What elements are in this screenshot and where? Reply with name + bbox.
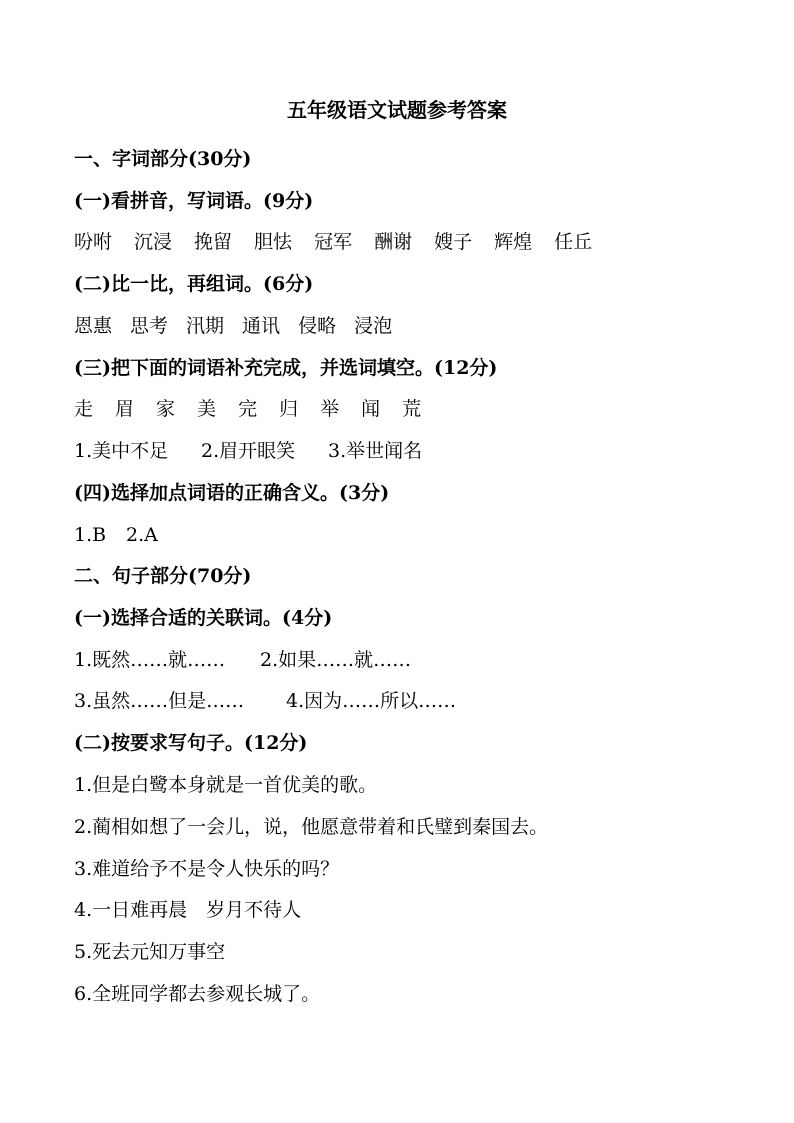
answer-word: 嫂子 xyxy=(434,231,473,253)
answer-item: 1.B xyxy=(74,524,107,546)
section-heading-sentences: 二、句子部分(70分) xyxy=(74,565,252,587)
compare-answer-row xyxy=(74,314,410,338)
answer-item: 1.既然……就…… xyxy=(74,649,226,671)
section-heading-vocabulary: 一、字词部分(30分) xyxy=(74,148,252,170)
answer-word: 恩惠 xyxy=(74,315,113,337)
answer-word: 思考 xyxy=(130,315,169,337)
sentence-answer: 1.但是白鹭本身就是一首优美的歌。 xyxy=(74,774,378,796)
answer-word: 侵略 xyxy=(298,315,337,337)
answer-word: 浸泡 xyxy=(354,315,393,337)
answer-item: 2.如果……就…… xyxy=(260,649,412,671)
answer-word: 冠军 xyxy=(314,231,353,253)
question-heading-complete-words: (三)把下面的词语补充完成，并选词填空。(12分) xyxy=(74,357,498,379)
meaning-answers-row xyxy=(74,523,158,547)
answer-char: 美 xyxy=(197,398,217,420)
sentence-answer: 6.全班同学都去参观长城了。 xyxy=(74,983,321,1005)
answer-word: 胆怯 xyxy=(254,231,293,253)
answer-word: 挽留 xyxy=(194,231,233,253)
answer-word: 任丘 xyxy=(554,231,593,253)
answer-char: 眉 xyxy=(115,398,135,420)
answer-item: 2.眉开眼笑 xyxy=(201,440,296,462)
answer-word: 辉煌 xyxy=(494,231,533,253)
answer-word: 吩咐 xyxy=(74,231,113,253)
conjunctions-row-1 xyxy=(74,648,411,672)
answer-char: 闻 xyxy=(361,398,381,420)
answer-char: 完 xyxy=(238,398,258,420)
complete-words-chars-row xyxy=(74,397,443,421)
document-title: 五年级语文试题参考答案 xyxy=(287,98,507,122)
answer-char: 走 xyxy=(74,398,94,420)
conjunctions-row-2 xyxy=(74,689,456,713)
pinyin-answer-row xyxy=(74,230,614,254)
answer-item: 3.举世闻名 xyxy=(328,440,423,462)
question-heading-meaning: (四)选择加点词语的正确含义。(3分) xyxy=(74,482,390,504)
question-heading-conjunctions: (一)选择合适的关联词。(4分) xyxy=(74,607,333,629)
answer-word: 汛期 xyxy=(186,315,225,337)
complete-words-answers-row xyxy=(74,439,422,463)
sentence-answer: 5.死去元知万事空 xyxy=(74,941,226,963)
question-heading-pinyin: (一)看拼音，写词语。(9分) xyxy=(74,190,314,212)
answer-item: 3.虽然……但是…… xyxy=(74,690,245,712)
question-heading-compare: (二)比一比，再组词。(6分) xyxy=(74,273,314,295)
answer-item: 1.美中不足 xyxy=(74,440,169,462)
answer-char: 归 xyxy=(279,398,299,420)
answer-word: 通讯 xyxy=(242,315,281,337)
answer-item: 2.A xyxy=(126,524,158,546)
answer-word: 酬谢 xyxy=(374,231,413,253)
answer-char: 荒 xyxy=(402,398,422,420)
sentence-answer: 2.蔺相如想了一会儿，说，他愿意带着和氏璧到秦国去。 xyxy=(74,816,549,838)
answer-item: 4.因为……所以…… xyxy=(286,690,457,712)
question-heading-write-sentences: (二)按要求写句子。(12分) xyxy=(74,732,308,754)
answer-char: 举 xyxy=(320,398,340,420)
sentence-answer: 4.一日难再晨 岁月不待人 xyxy=(74,899,302,921)
sentence-answer: 3.难道给予不是令人快乐的吗？ xyxy=(74,858,340,880)
answer-word: 沉浸 xyxy=(134,231,173,253)
answer-char: 家 xyxy=(156,398,176,420)
